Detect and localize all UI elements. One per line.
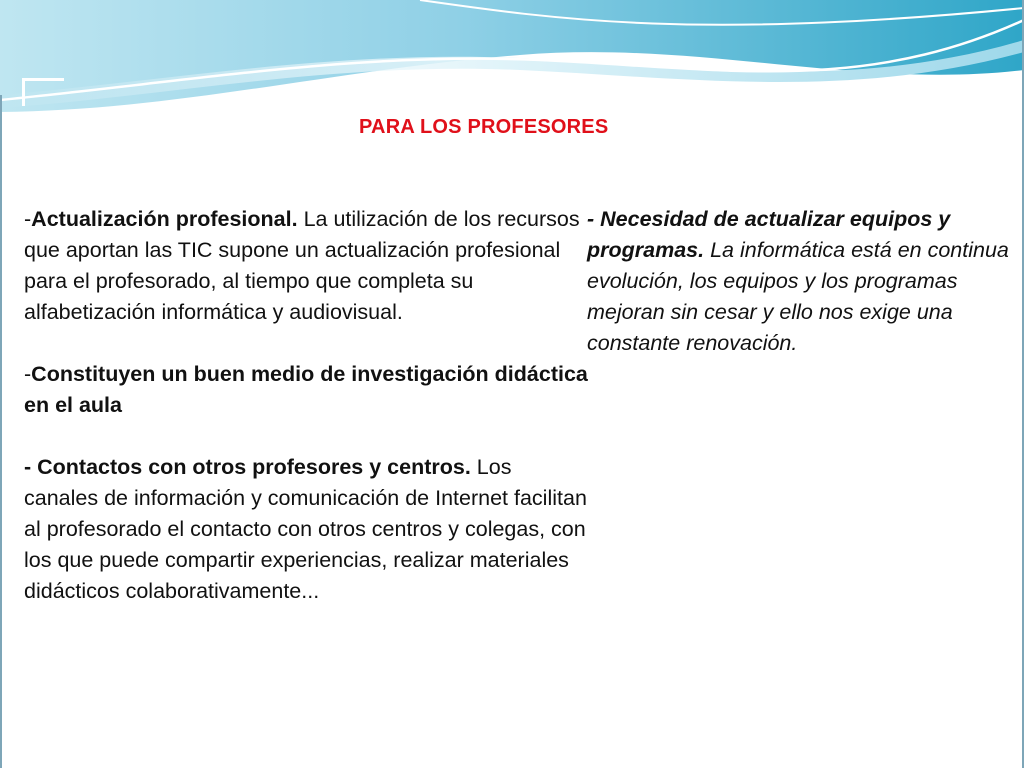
paragraph-prefix: - [24,207,32,231]
decorative-wave-header [0,0,1024,130]
paragraph-heading: - Contactos con otros profesores y centros. [24,455,471,479]
paragraph-contactos [24,452,589,607]
paragraph-investigacion [24,359,589,421]
wave-band-back [0,0,1024,112]
left-column [24,204,589,607]
corner-bracket-icon [22,78,64,106]
paragraph-heading: Constituyen un buen medio de investigación didáctica en el aula [24,362,588,417]
paragraph-heading: - Necesidad de actualizar equipos y programas. [587,207,951,262]
right-column [587,204,1012,359]
paragraph-body: La utilización de los recursos que aportan las TIC supone un actualización profesional para el profesorado, al tiempo que completa su alfabetización informática y audiovisual. [24,207,580,324]
paragraph-body: La informática está en continua evolución, los equipos y los programas mejoran sin cesar y ello nos exige una constante renovación. [587,238,1009,355]
slide-title: PARA LOS PROFESORES [359,116,609,138]
paragraph-prefix: - [24,362,32,386]
paragraph-equipos [587,204,1012,359]
paragraph-heading: Actualización profesional. [31,207,298,231]
frame-left-line [0,95,2,768]
paragraph-actualizacion [24,204,589,328]
paragraph-body: Los canales de información y comunicación de Internet facilitan al profesorado el contacto con otros centros y colegas, con los que puede compartir experiencias, realizar materiales didácticos colaborativamente... [24,455,587,603]
